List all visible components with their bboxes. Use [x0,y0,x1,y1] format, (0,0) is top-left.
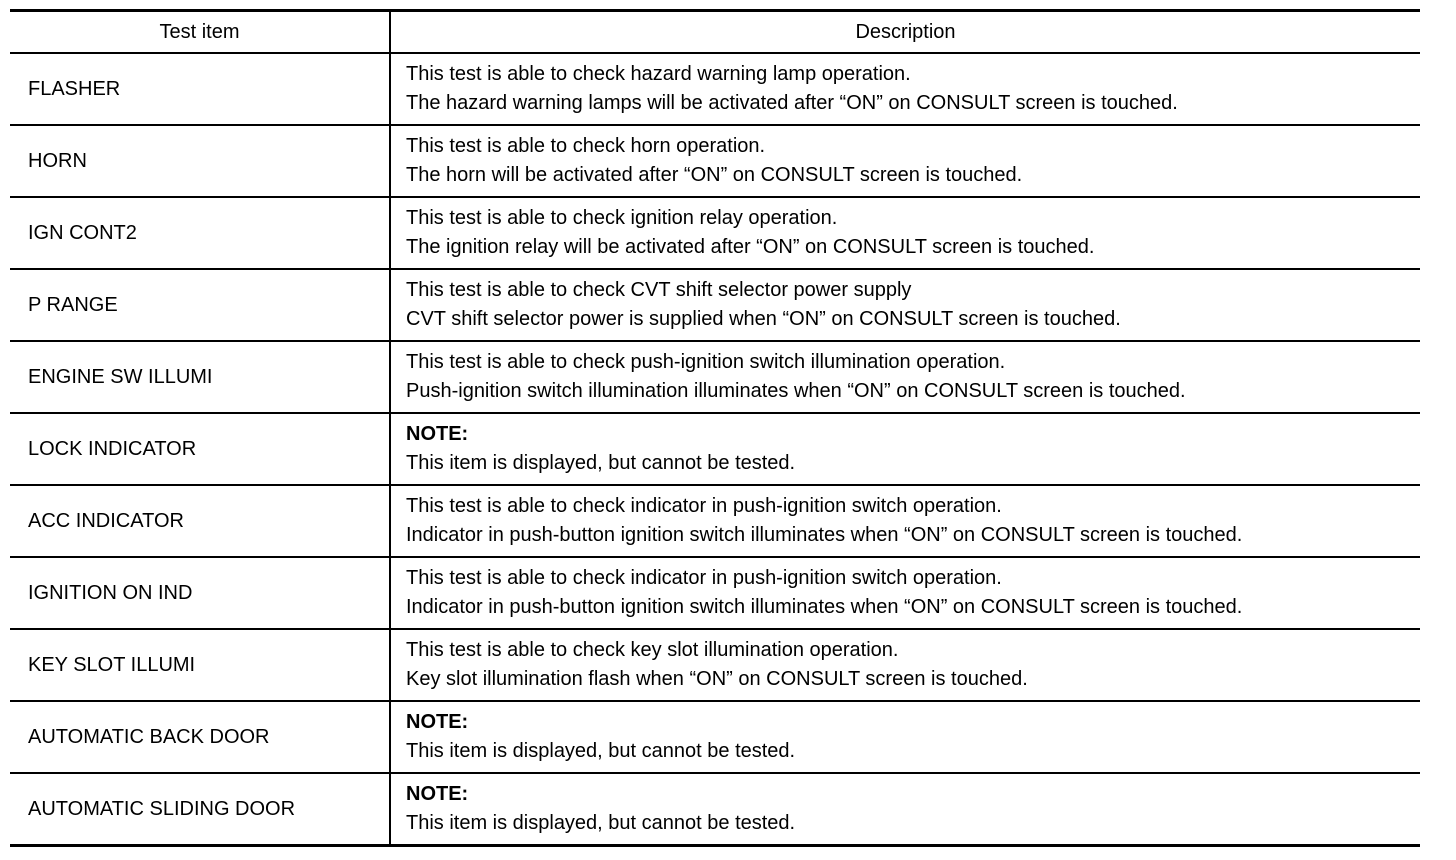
description-line-2: This item is displayed, but cannot be tested. [406,812,796,834]
table-header-row [10,12,1420,53]
table-row [10,629,1420,701]
description-line-2: Indicator in push-button ignition switch illuminates when “ON” on CONSULT screen is touched. [406,596,1243,618]
description-cell [390,53,1420,125]
description-line-1: This test is able to check CVT shift selector power supply [406,279,912,301]
note-label: NOTE: [406,711,469,733]
description-cell [390,413,1420,485]
table-row [10,125,1420,197]
test-item-cell: IGNITION ON IND [10,557,390,629]
description-cell [390,485,1420,557]
description-cell [390,269,1420,341]
column-header-test-item: Test item [10,12,390,53]
table-row [10,413,1420,485]
description-line-1: This test is able to check indicator in push-ignition switch operation. [406,567,1002,589]
description-cell [390,629,1420,701]
test-item-cell: HORN [10,125,390,197]
note-label: NOTE: [406,783,469,805]
table-row [10,341,1420,413]
table-row [10,269,1420,341]
table-row [10,773,1420,844]
table-row [10,485,1420,557]
description-cell [390,341,1420,413]
table-row [10,53,1420,125]
description-cell [390,557,1420,629]
description-line-1: This test is able to check horn operation. [406,135,766,157]
description-cell [390,773,1420,844]
test-item-cell: ENGINE SW ILLUMI [10,341,390,413]
test-item-cell: AUTOMATIC BACK DOOR [10,701,390,773]
description-line-2: This item is displayed, but cannot be tested. [406,740,796,762]
table-row [10,701,1420,773]
test-item-cell: LOCK INDICATOR [10,413,390,485]
description-line-1: This test is able to check indicator in push-ignition switch operation. [406,495,1002,517]
description-cell [390,125,1420,197]
test-item-cell: KEY SLOT ILLUMI [10,629,390,701]
description-cell [390,197,1420,269]
test-item-cell: FLASHER [10,53,390,125]
table [10,12,1420,844]
description-line-2: The hazard warning lamps will be activated after “ON” on CONSULT screen is touched. [406,92,1178,114]
description-cell [390,701,1420,773]
description-line-2: Push-ignition switch illumination illuminates when “ON” on CONSULT screen is touched. [406,380,1186,402]
description-line-1: This test is able to check push-ignition switch illumination operation. [406,351,1006,373]
test-item-cell: AUTOMATIC SLIDING DOOR [10,773,390,844]
test-item-cell: IGN CONT2 [10,197,390,269]
description-line-1: This test is able to check key slot illumination operation. [406,639,899,661]
description-line-2: CVT shift selector power is supplied when “ON” on CONSULT screen is touched. [406,308,1121,330]
description-line-1: This test is able to check hazard warning lamp operation. [406,63,911,85]
column-header-description: Description [390,12,1420,53]
table-row [10,197,1420,269]
description-line-2: Indicator in push-button ignition switch illuminates when “ON” on CONSULT screen is touched. [406,524,1243,546]
active-test-table [10,9,1420,847]
description-line-2: The ignition relay will be activated after “ON” on CONSULT screen is touched. [406,236,1095,258]
table-row [10,557,1420,629]
description-line-1: This test is able to check ignition relay operation. [406,207,838,229]
test-item-cell: P RANGE [10,269,390,341]
description-line-2: The horn will be activated after “ON” on CONSULT screen is touched. [406,164,1023,186]
description-line-2: Key slot illumination flash when “ON” on CONSULT screen is touched. [406,668,1028,690]
description-line-2: This item is displayed, but cannot be tested. [406,452,796,474]
note-label: NOTE: [406,423,469,445]
test-item-cell: ACC INDICATOR [10,485,390,557]
